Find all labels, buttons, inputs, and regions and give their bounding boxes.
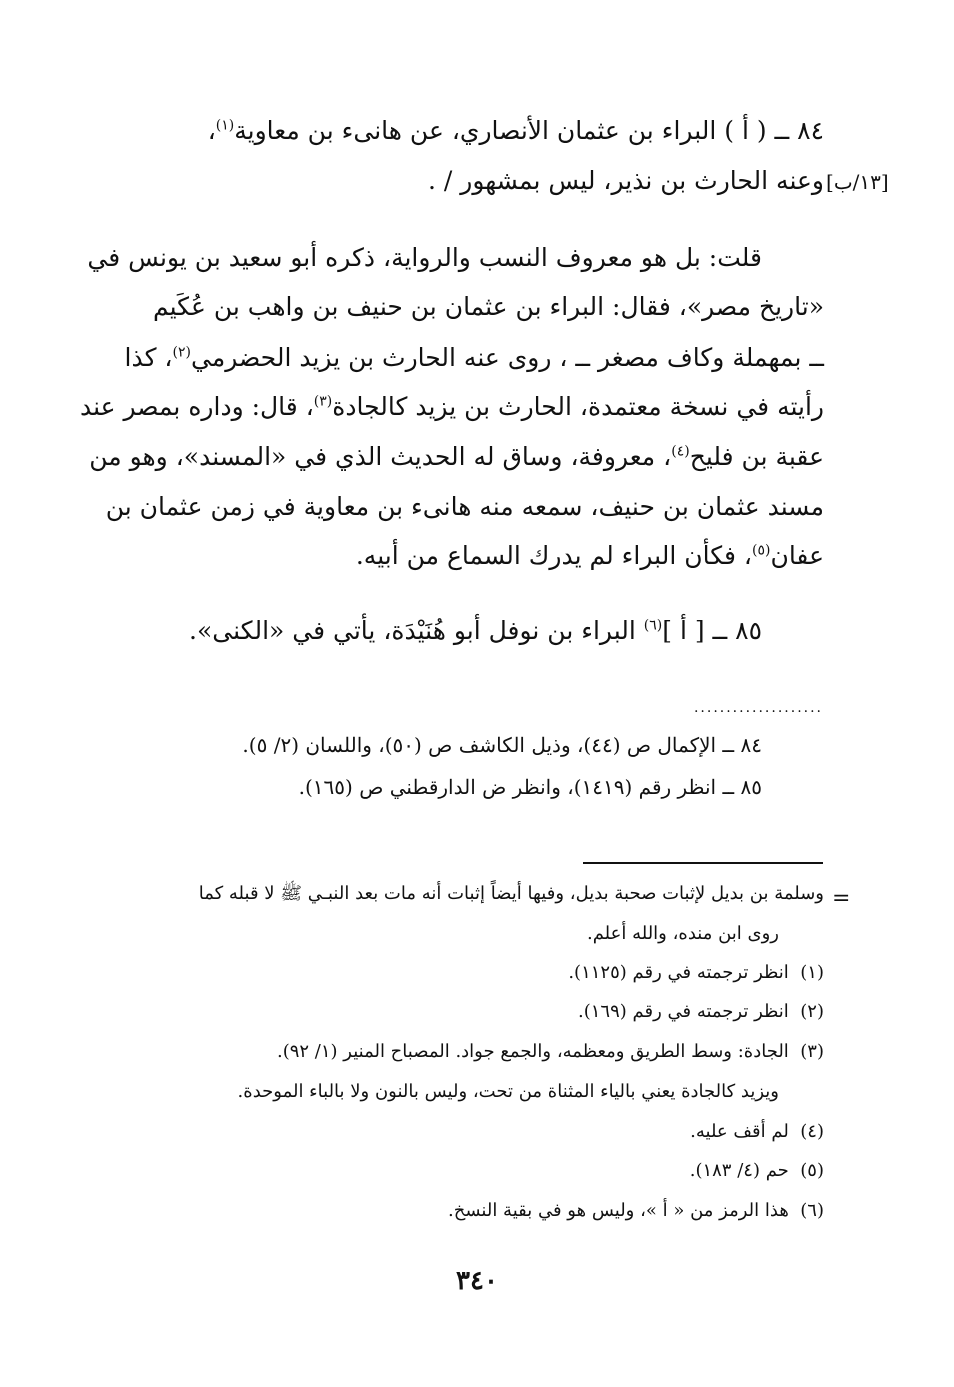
entry-85-text: البراء بن نوفل أبو هُنَيْدَة، يأتي في «الكنى». (189, 616, 644, 645)
footnote-text: الجادة: وسط الطريق ومعظمه، والجمع جواد. المصباح المنير (١/ ٩٢). (276, 1041, 789, 1062)
source-ref-85: ٨٥ ــ انظر رقم (١٤١٩)، وانظر ض الدارقطني ص (١٦٥). (298, 775, 762, 799)
comment-line-5 (89, 442, 824, 471)
footnote-number: (٤) (800, 1121, 824, 1142)
footnote-2 (578, 1001, 824, 1022)
footnote-text: حم (٤/ ١٨٣). (689, 1160, 789, 1181)
footnote-4 (690, 1121, 824, 1142)
entry-85-line (189, 616, 762, 645)
footnote-number: (٢) (800, 1001, 824, 1022)
comment-line-7 (356, 541, 824, 570)
footnote-text: انظر ترجمته في رقم (١١٢٥). (568, 962, 789, 983)
footnote-number: (٥) (800, 1160, 824, 1181)
footnote-1 (568, 962, 824, 983)
comment-line-2: «تاريخ مصر»، فقال: البراء بن عثمان بن حنيف بن واهب بن عُكَيم (152, 292, 824, 321)
folio-margin-note: [١٣/ب] (826, 170, 889, 194)
comment-line-6: مسند عثمان بن حنيف، سمعه منه هانىء بن معاوية في زمن عثمان بن (105, 492, 824, 521)
comment-line-5-tail: ، معروفة، وساق له الحديث الذي في «المسند»، وهو من (89, 442, 672, 471)
entry-84-comma: ، (207, 116, 216, 145)
footnote-ref-2: (٢) (172, 344, 191, 361)
footnote-text: لم أقف عليه. (690, 1121, 789, 1142)
footnote-3 (277, 1041, 824, 1062)
footnote-number: (٦) (800, 1200, 824, 1221)
footnote-text: انظر ترجمته في رقم (١٦٩). (577, 1001, 789, 1022)
comment-line-7-tail: ، فكأن البراء لم يدرك السماع من أبيه. (355, 541, 752, 570)
footnote-ref-6: (٦) (643, 617, 663, 634)
comment-line-4-tail: ، قال: وداره بمصر عند (79, 392, 314, 421)
comment-line-3 (125, 343, 824, 372)
footnote-5 (690, 1160, 824, 1181)
comment-line-1: قلت: بل هو معروف النسب والرواية، ذكره أبو سعيد بن يونس في (87, 243, 762, 272)
comment-line-5-text: عقبة بن فليح (689, 442, 824, 471)
continuation-mark: = (832, 886, 851, 911)
footnote-continuation-line-1: وسلمة بن بديل لإثبات صحبة بديل، وفيها أيضاً إثبات أنه مات بعد النبـي ﷺ لا قبله كما (198, 883, 824, 904)
footnote-6 (448, 1200, 824, 1221)
footnote-continuation-line-2: روى ابن منده، والله أعلم. (586, 923, 779, 944)
footnote-ref-5: (٥) (751, 542, 771, 559)
entry-84-line-2: وعنه الحارث بن نذير، ليس بمشهور / . (427, 166, 824, 195)
entry-84-text: ٨٤ ــ ( أ ) البراء بن عثمان الأنصاري، عن هانىء بن معاوية (234, 116, 824, 145)
comment-line-4-text: رأيته في نسخة معتمدة، الحارث بن يزيد كالجادة (332, 392, 824, 421)
dotted-separator: .................... (693, 700, 823, 716)
comment-line-4 (80, 392, 824, 421)
page-number: ٣٤٠ (456, 1266, 498, 1296)
footnote-ref-3: (٣) (313, 393, 333, 410)
comment-line-3-tail: ، كذا (124, 343, 173, 372)
entry-84-line-1 (208, 116, 824, 145)
comment-line-3-text: ــ بمهملة وكاف مصغر ــ ، روى عنه الحارث بن يزيد الحضرمي (190, 343, 824, 372)
footnote-number: (٣) (800, 1041, 824, 1062)
footnote-number: (١) (800, 962, 824, 983)
footnote-text: هذا الرمز من « أ »، وليس هو في بقية النسخ. (448, 1200, 789, 1221)
footnote-rule (583, 862, 823, 864)
entry-85-head: ٨٥ ــ [ أ ] (662, 616, 762, 645)
source-ref-84: ٨٤ ــ الإكمال ص (٤٤)، وذيل الكاشف ص (٥٠)، واللسان (٢/ ٥). (242, 733, 762, 757)
footnote-3-continued: ويزيد كالجادة يعني بالياء المثناة من تحت، وليس بالنون ولا بالباء الموحدة. (237, 1081, 779, 1102)
footnote-ref-4: (٤) (671, 443, 690, 460)
footnote-ref-1: (١) (215, 117, 235, 134)
comment-line-7-text: عفان (770, 541, 824, 570)
